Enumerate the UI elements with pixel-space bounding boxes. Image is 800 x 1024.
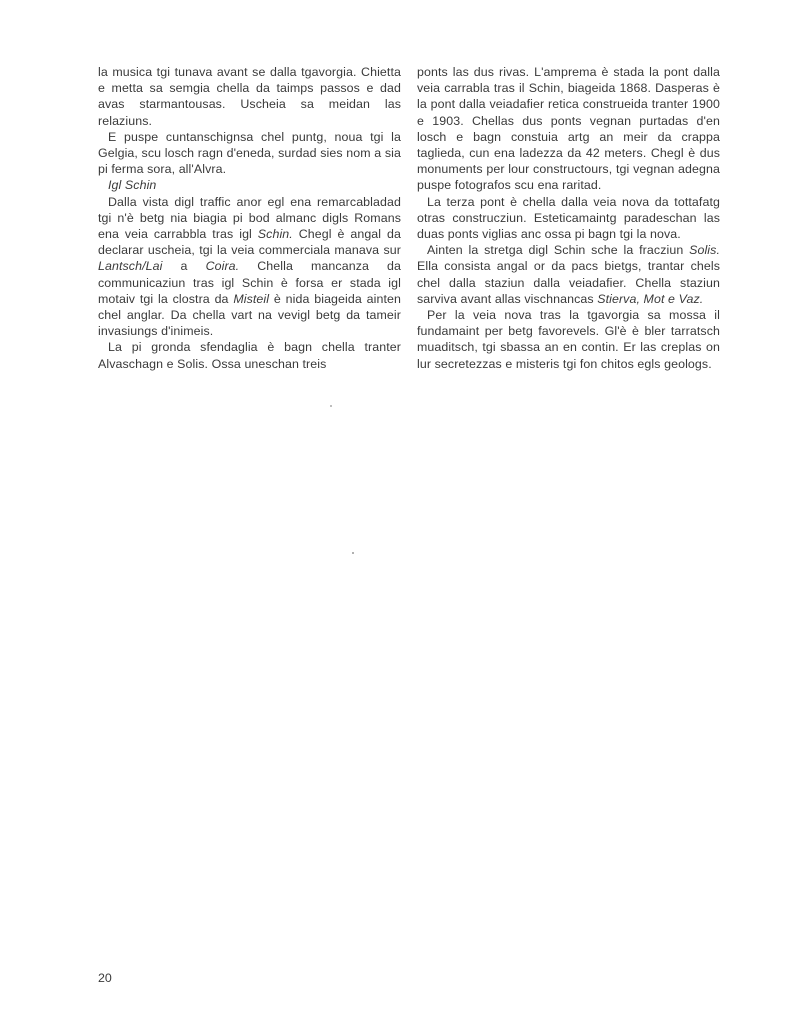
place-name: Solis. [689, 243, 720, 258]
page-number: 20 [98, 971, 112, 985]
print-speck [330, 405, 332, 407]
paragraph: E puspe cuntanschignsa chel puntg, noua tgi la Gelgia, scu losch ragn d'eneda, surdad sies nom a sia pi ferma sora, all'Alvra. [98, 129, 401, 177]
paragraph: La pi gronda sfendaglia è bagn chella tranter Alvaschagn e Solis. Ossa uneschan treis [98, 340, 401, 371]
place-name: Misteil [233, 291, 270, 306]
place-name: Lantsch/Lai [98, 259, 163, 274]
paragraph: ponts las dus rivas. L'amprema è stada la pont dalla veia carrabla tras il Schin, biageida 1868. Dasperas è la pont dalla veiadafier retica construeida tranter 1900 e 1903. Chellas dus ponts vegnan purtadas d'en losch e bagn constuia artg an meir da crappa taglieda, cun ena ladezza da 42 meters. Chegl è dus monuments per lour constructours, tgi vegnan adegna puspe fotografos scu ena raritad. [417, 65, 720, 193]
left-column [98, 64, 401, 372]
paragraph: Ainten la stretga digl Schin sche la fracziun Solis. Ella consista angal or da pacs bietgs, trantar chels chel dalla staziun dalla veiadafier. Chella staziun sarviva avant allas vischnancas Stierva, Mot e Vaz. [417, 243, 720, 306]
section-heading: Igl Schin [108, 178, 157, 193]
right-column [417, 64, 720, 372]
place-name: Stierva, Mot e Vaz. [597, 291, 704, 306]
place-name: Coira. [205, 259, 240, 274]
paragraph: Dalla vista digl traffic anor egl ena remarcabladad tgi n'è betg nia biagia pi bod almanc digls Romans ena veia carrabbla tras igl Schin. Chegl è angal da declarar uscheia, tgi la veia commerciala manava sur Lantsch/Lai a Coira. Chella mancanza da communicaziun tras igl Schin è forsa er stada igl motaiv tgi la clostra da Misteil è nida biageida ainten chel anglar. Da chella vart na vevigl betg da tameir invasiungs d'inimeis. [98, 194, 402, 339]
paragraph: La terza pont è chella dalla veia nova da tottafatg otras construcziun. Esteticamaintg paradeschan las duas ponts viglias anc ossa pi bagn tgi la nova. [417, 194, 720, 242]
paragraph: la musica tgi tunava avant se dalla tgavorgia. Chietta e metta sa semgia chella da taimps passos e dad avas starmantousas. Uscheia sa meidan las relaziuns. [98, 65, 401, 128]
paragraph: Per la veia nova tras la tgavorgia sa mossa il fundamaint per betg favorevels. Gl'è è bler tarratsch muaditsch, tgi sbassa an en contin. Er las creplas on lur secretezzas e misteris tgi fon chitos egls geologs. [417, 308, 720, 371]
print-speck [352, 552, 354, 554]
place-name: Schin. [257, 227, 293, 242]
